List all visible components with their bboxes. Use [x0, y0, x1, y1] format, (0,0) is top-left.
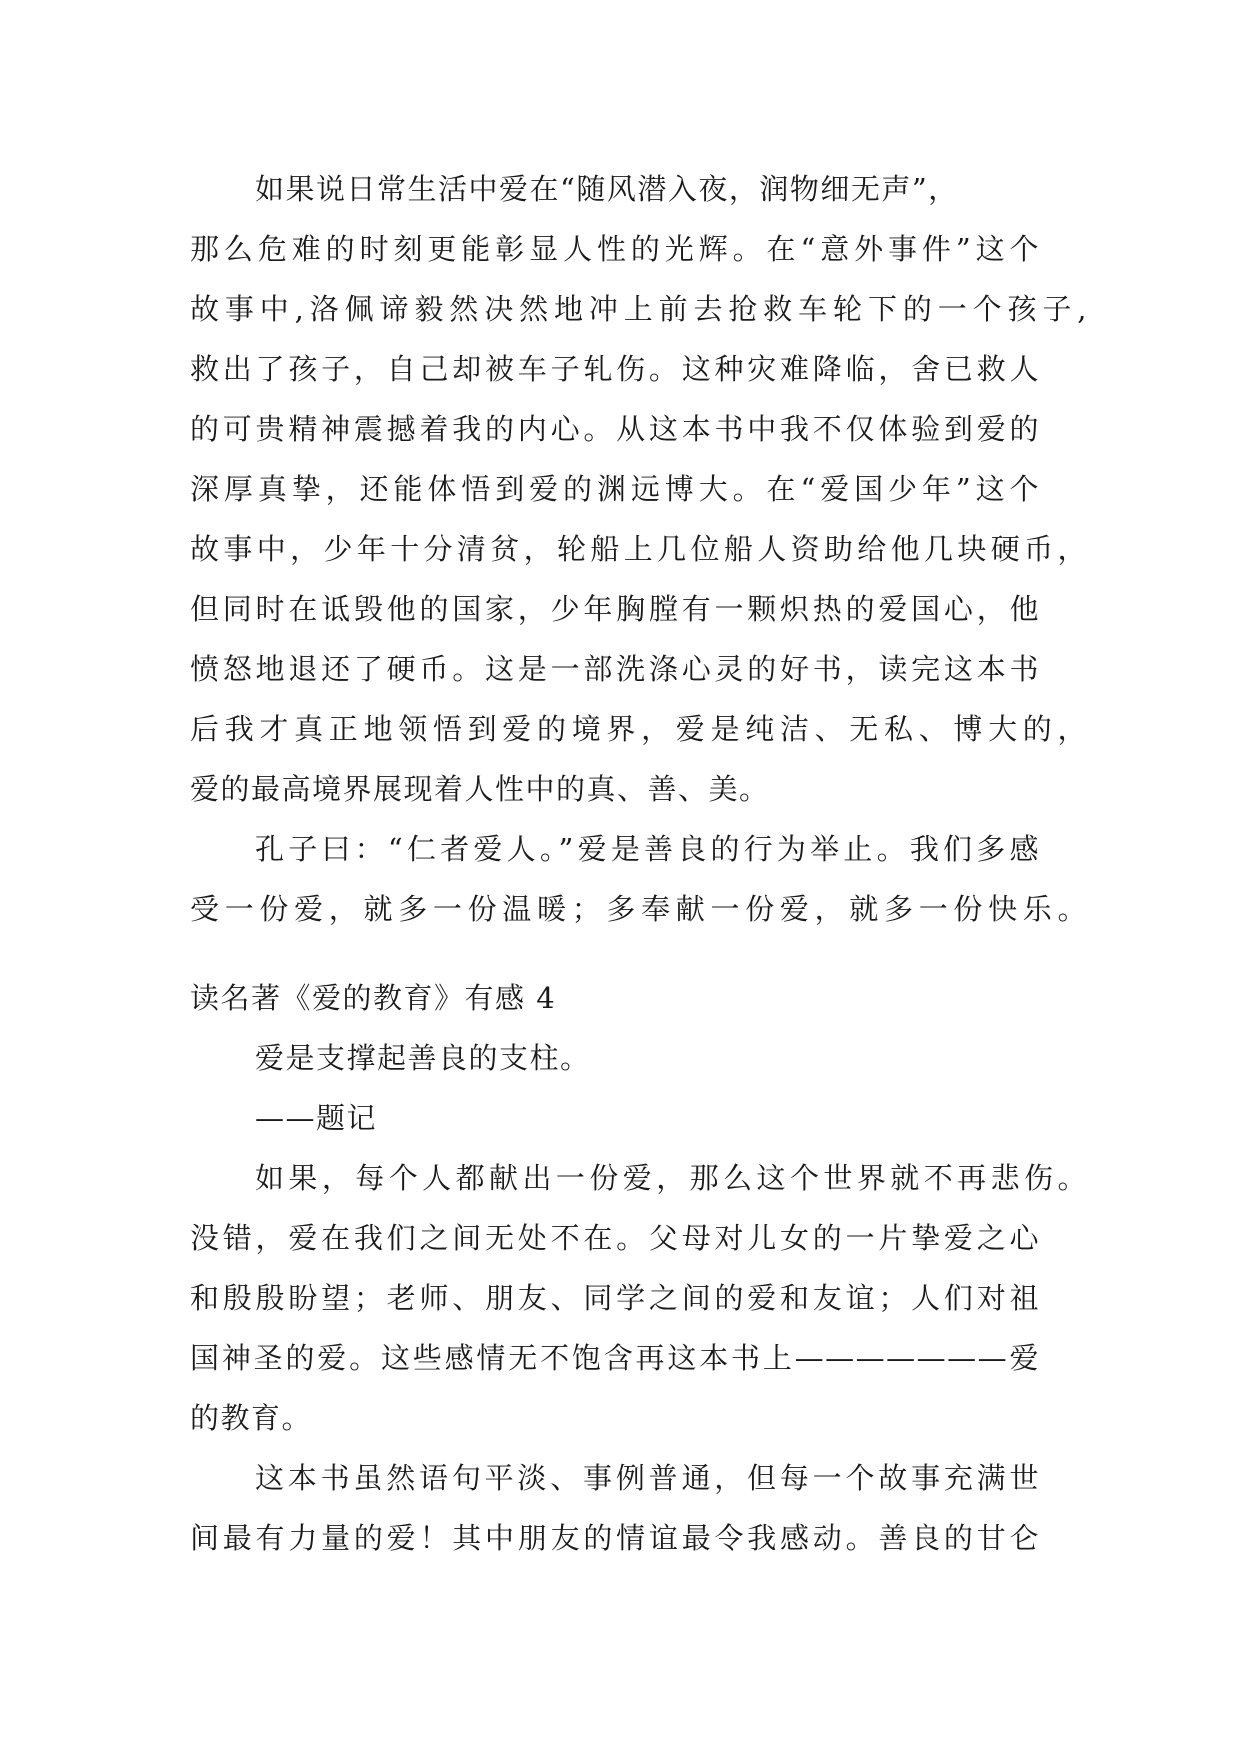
- paragraph-line: 和殷殷盼望；老师、朋友、同学之间的爱和友谊；人们对祖: [190, 1281, 1040, 1315]
- paragraph-line: 间最有力量的爱！其中朋友的情谊最令我感动。善良的甘仑: [190, 1521, 1040, 1555]
- paragraph-line: 孔子曰：“仁者爱人。”爱是善良的行为举止。我们多感: [255, 832, 1040, 866]
- paragraph-line: 故事中，少年十分清贫，轮船上几位船人资助给他几块硬币，: [190, 532, 1088, 566]
- epigraph: 爱是支撑起善良的支柱。: [255, 1041, 591, 1075]
- paragraph-line: 爱的最高境界展现着人性中的真、善、美。: [190, 772, 770, 806]
- epigraph-attribution: ——题记: [255, 1101, 378, 1135]
- paragraph-line: 那么危难的时刻更能彰显人性的光辉。在“意外事件”这个: [190, 232, 1040, 266]
- paragraph-line: 没错，爱在我们之间无处不在。父母对儿女的一片挚爱之心: [190, 1221, 1040, 1255]
- paragraph-line: 但同时在诋毁他的国家，少年胸膛有一颗炽热的爱国心，他: [190, 592, 1040, 626]
- paragraph-line: 如果说日常生活中爱在“随风潜入夜，润物细无声”，: [255, 172, 959, 206]
- paragraph-line: 国神圣的爱。这些感情无不饱含再这本书上———————爱: [190, 1341, 1040, 1375]
- paragraph-line: 的教育。: [190, 1401, 313, 1435]
- paragraph-line: 救出了孩子，自己却被车子轧伤。这种灾难降临，舍已救人: [190, 352, 1040, 386]
- paragraph-line: 故事中,洛佩谛毅然决然地冲上前去抢救车轮下的一个孩子,: [190, 292, 1088, 326]
- paragraph-line: 的可贵精神震撼着我的内心。从这本书中我不仅体验到爱的: [190, 412, 1040, 446]
- paragraph-line: 如果，每个人都献出一份爱，那么这个世界就不再悲伤。: [255, 1161, 1088, 1195]
- paragraph-line: 愤怒地退还了硬币。这是一部洗涤心灵的好书，读完这本书: [190, 652, 1040, 686]
- paragraph-line: 深厚真挚，还能体悟到爱的渊远博大。在“爱国少年”这个: [190, 472, 1040, 506]
- paragraph-line: 受一份爱，就多一份温暖；多奉献一份爱，就多一份快乐。: [190, 892, 1088, 926]
- paragraph-line: 这本书虽然语句平淡、事例普通，但每一个故事充满世: [255, 1461, 1040, 1495]
- section-heading: 读名著《爱的教育》有感 4: [190, 981, 557, 1015]
- paragraph-line: 后我才真正地领悟到爱的境界，爱是纯洁、无私、博大的，: [190, 712, 1088, 746]
